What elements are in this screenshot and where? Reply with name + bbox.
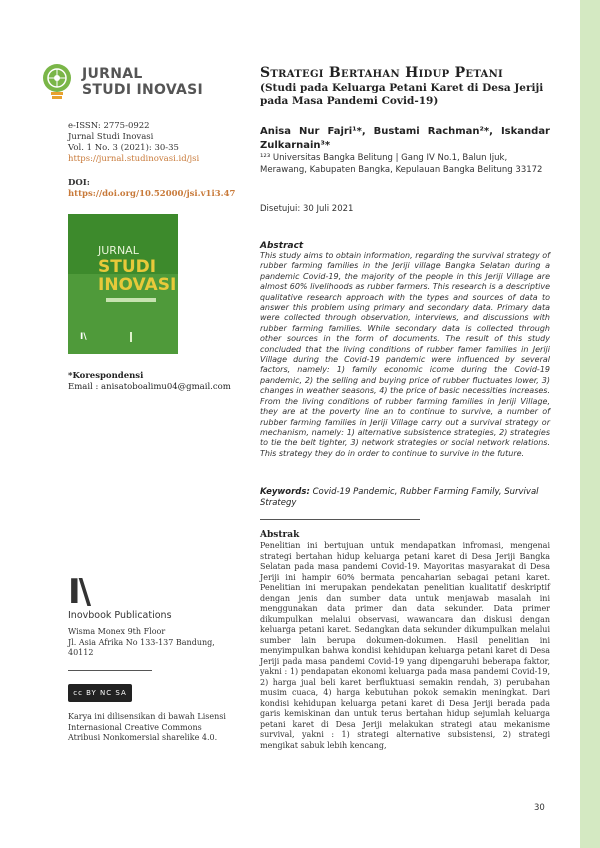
page-number: 30 [534, 803, 545, 813]
decorative-side-strip [580, 0, 600, 848]
left-divider [68, 670, 152, 671]
doi-link[interactable]: https://doi.org/10.52000/jsi.v1i3.47 [68, 189, 236, 199]
publisher-name: Inovbook Publications [68, 610, 172, 621]
cover-title-line-2: STUDI [98, 257, 157, 277]
cover-issue-bar [106, 298, 156, 302]
article-authors: Anisa Nur Fajri¹*, Bustami Rachman²*, Iskandar Zulkarnain³* [260, 126, 550, 151]
publisher-block [68, 572, 228, 659]
publisher-address [68, 627, 228, 659]
accepted-date: Disetujui: 30 Juli 2021 [260, 204, 354, 214]
publisher-address-line-1: Wisma Monex 9th Floor [68, 627, 166, 636]
abstract-id-text: Penelitian ini bertujuan untuk mendapatkan infromasi, mengenai strategi bertahan hidup keluarga petani karet di Desa Jeriji Bangka Selatan pada masa pandemi Covid-19. Mayoritas masyarakat di Desa Jeriji ini hampir 60% bermata pencaharian sebagai petani karet. Penelitian ini merupakan pendekatan penelitian kualitatif deskriptif dengan jenis dan sumber data untuk menjawab masalah ini menggunakan data primer dan data sekunder. Data primer dikumpulkan melalui observasi, wawancara dan diskusi dengan keluarga petani karet. Sedangkan data sekunder dikumpulkan melalui sumber lain berupa dokumen-dokumen. Hasil penelitian ini menyimpulkan bahwa kondisi kehidupan keluarga petani karet di Desa Jeriji pada masa pandemi Covid-19 yang dipengaruhi beberapa faktor, yakni : 1) pendapatan ekonomi keluarga pada masa pandemi Covid-19, 2) harga jual beli karet berfluktuasi semakin rendah, 3) perubahan musim cuaca, 4) harga kebutuhan pokok semakin meningkat. Dari kondisi kehidupan keluarga petani karet di Desa Jeriji berada pada garis kemiskinan dan untuk terus bertahan hidup sejumlah keluarga petani karet di Desa Jeriji melakukan strategi atau mekanisme survival, yakni : 1) strategi alternative subsistensi, 2) strategi mengikat sabuk lebih kencang, [260, 541, 550, 750]
right-divider [260, 519, 420, 520]
doi-label: DOI: [68, 178, 90, 188]
article-title: Strategi Bertahan Hidup Petani [260, 65, 504, 81]
logo-line-1: JURNAL [82, 66, 143, 82]
abstract-en-text: This study aims to obtain information, regarding the survival strategy of rubber farming families in the Jeriji village Bangka Selatan during a pandemic Covid-19, the majority of the people in this Jeriji Village are almost 60% livelihoods as rubber farmers. This research is a descriptive qualitative research approach with the types and sources of data to answer this problem using primary and secondary data. Primary data were collected through observation, interviews, and discussions with rubber farming families. While secondary data is collected through other sources in the form of documents. The result of this study concluded that the living conditions of rubber famer families in Jeriji Village during the Covid-19 pandemic were influenced by several factors, namely: 1) family economic icome during the Covid-19 pandemic, 2) the selling and buying price of rubber fluctuates lower, 3) changes in weather seasons, 4) the price of basic necessities increases. From the living conditions of rubber farming families in Jeriji Village, they are at the poverty line an to continue to survive, a number of rubber farming families in Jeriji Village carry out a survival strategy or mechanism, namely: 1) alternative subsistence strategies, 2) strategies to tie the belt tighter, 3) network strategies or social network relations. This strategy they do in order to continue to survive in the future. [260, 251, 550, 458]
keywords-value: Covid-19 Pandemic, Rubber Farming Family, Survival Strategy [260, 487, 539, 508]
journal-cover-image [68, 214, 178, 354]
journal-url-link[interactable]: https://jurnal.studinovasi.id/jsi [68, 154, 200, 164]
journal-meta [68, 121, 199, 165]
publisher-logo-icon: I\ [68, 572, 90, 612]
correspondence [68, 371, 231, 393]
eissn: e-ISSN: 2775-0922 [68, 121, 150, 131]
correspondence-email: Email : anisatoboalimu04@gmail.com [68, 382, 231, 392]
journal-volume: Vol. 1 No. 3 (2021): 30-35 [68, 143, 179, 153]
article-affiliation: ¹²³ Universitas Bangka Belitung | Gang IV No.1, Balun Ijuk, Merawang, Kabupaten Bangka, Kepulauan Bangka Belitung 33172 [260, 153, 543, 175]
keywords-label: Keywords: [260, 487, 310, 497]
cc-license-badge-icon: cc BY NC SA [68, 684, 132, 702]
article-subtitle: (Studi pada Keluarga Petani Karet di Desa Jeriji pada Masa Pandemi Covid-19) [260, 82, 544, 107]
logo-wordmark [82, 66, 203, 98]
license-text: Karya ini dilisensikan di bawah Lisensi Internasional Creative Commons Atribusi Nonkomersial sharelike 4.0. [68, 712, 226, 742]
lightbulb-logo-icon [40, 62, 74, 102]
publisher-address-line-2: Jl. Asia Afrika No 133-137 Bandung, 40112 [68, 637, 215, 657]
logo-line-2: STUDI INOVASI [82, 82, 204, 98]
journal-name: Jurnal Studi Inovasi [68, 132, 154, 142]
doi-block [68, 178, 235, 200]
cover-title [98, 258, 176, 294]
abstract-en-heading: Abstract [260, 241, 304, 251]
cover-journal-mark [130, 332, 168, 342]
journal-logo [40, 62, 203, 102]
cover-title-line-1: JURNAL [98, 244, 139, 257]
cover-publisher-mark: I\ [80, 332, 87, 342]
correspondence-label: *Korespondensi [68, 371, 144, 381]
abstract-id-heading: Abstrak [260, 530, 300, 540]
cover-title-line-3: INOVASI [98, 275, 177, 295]
keywords [260, 487, 550, 509]
